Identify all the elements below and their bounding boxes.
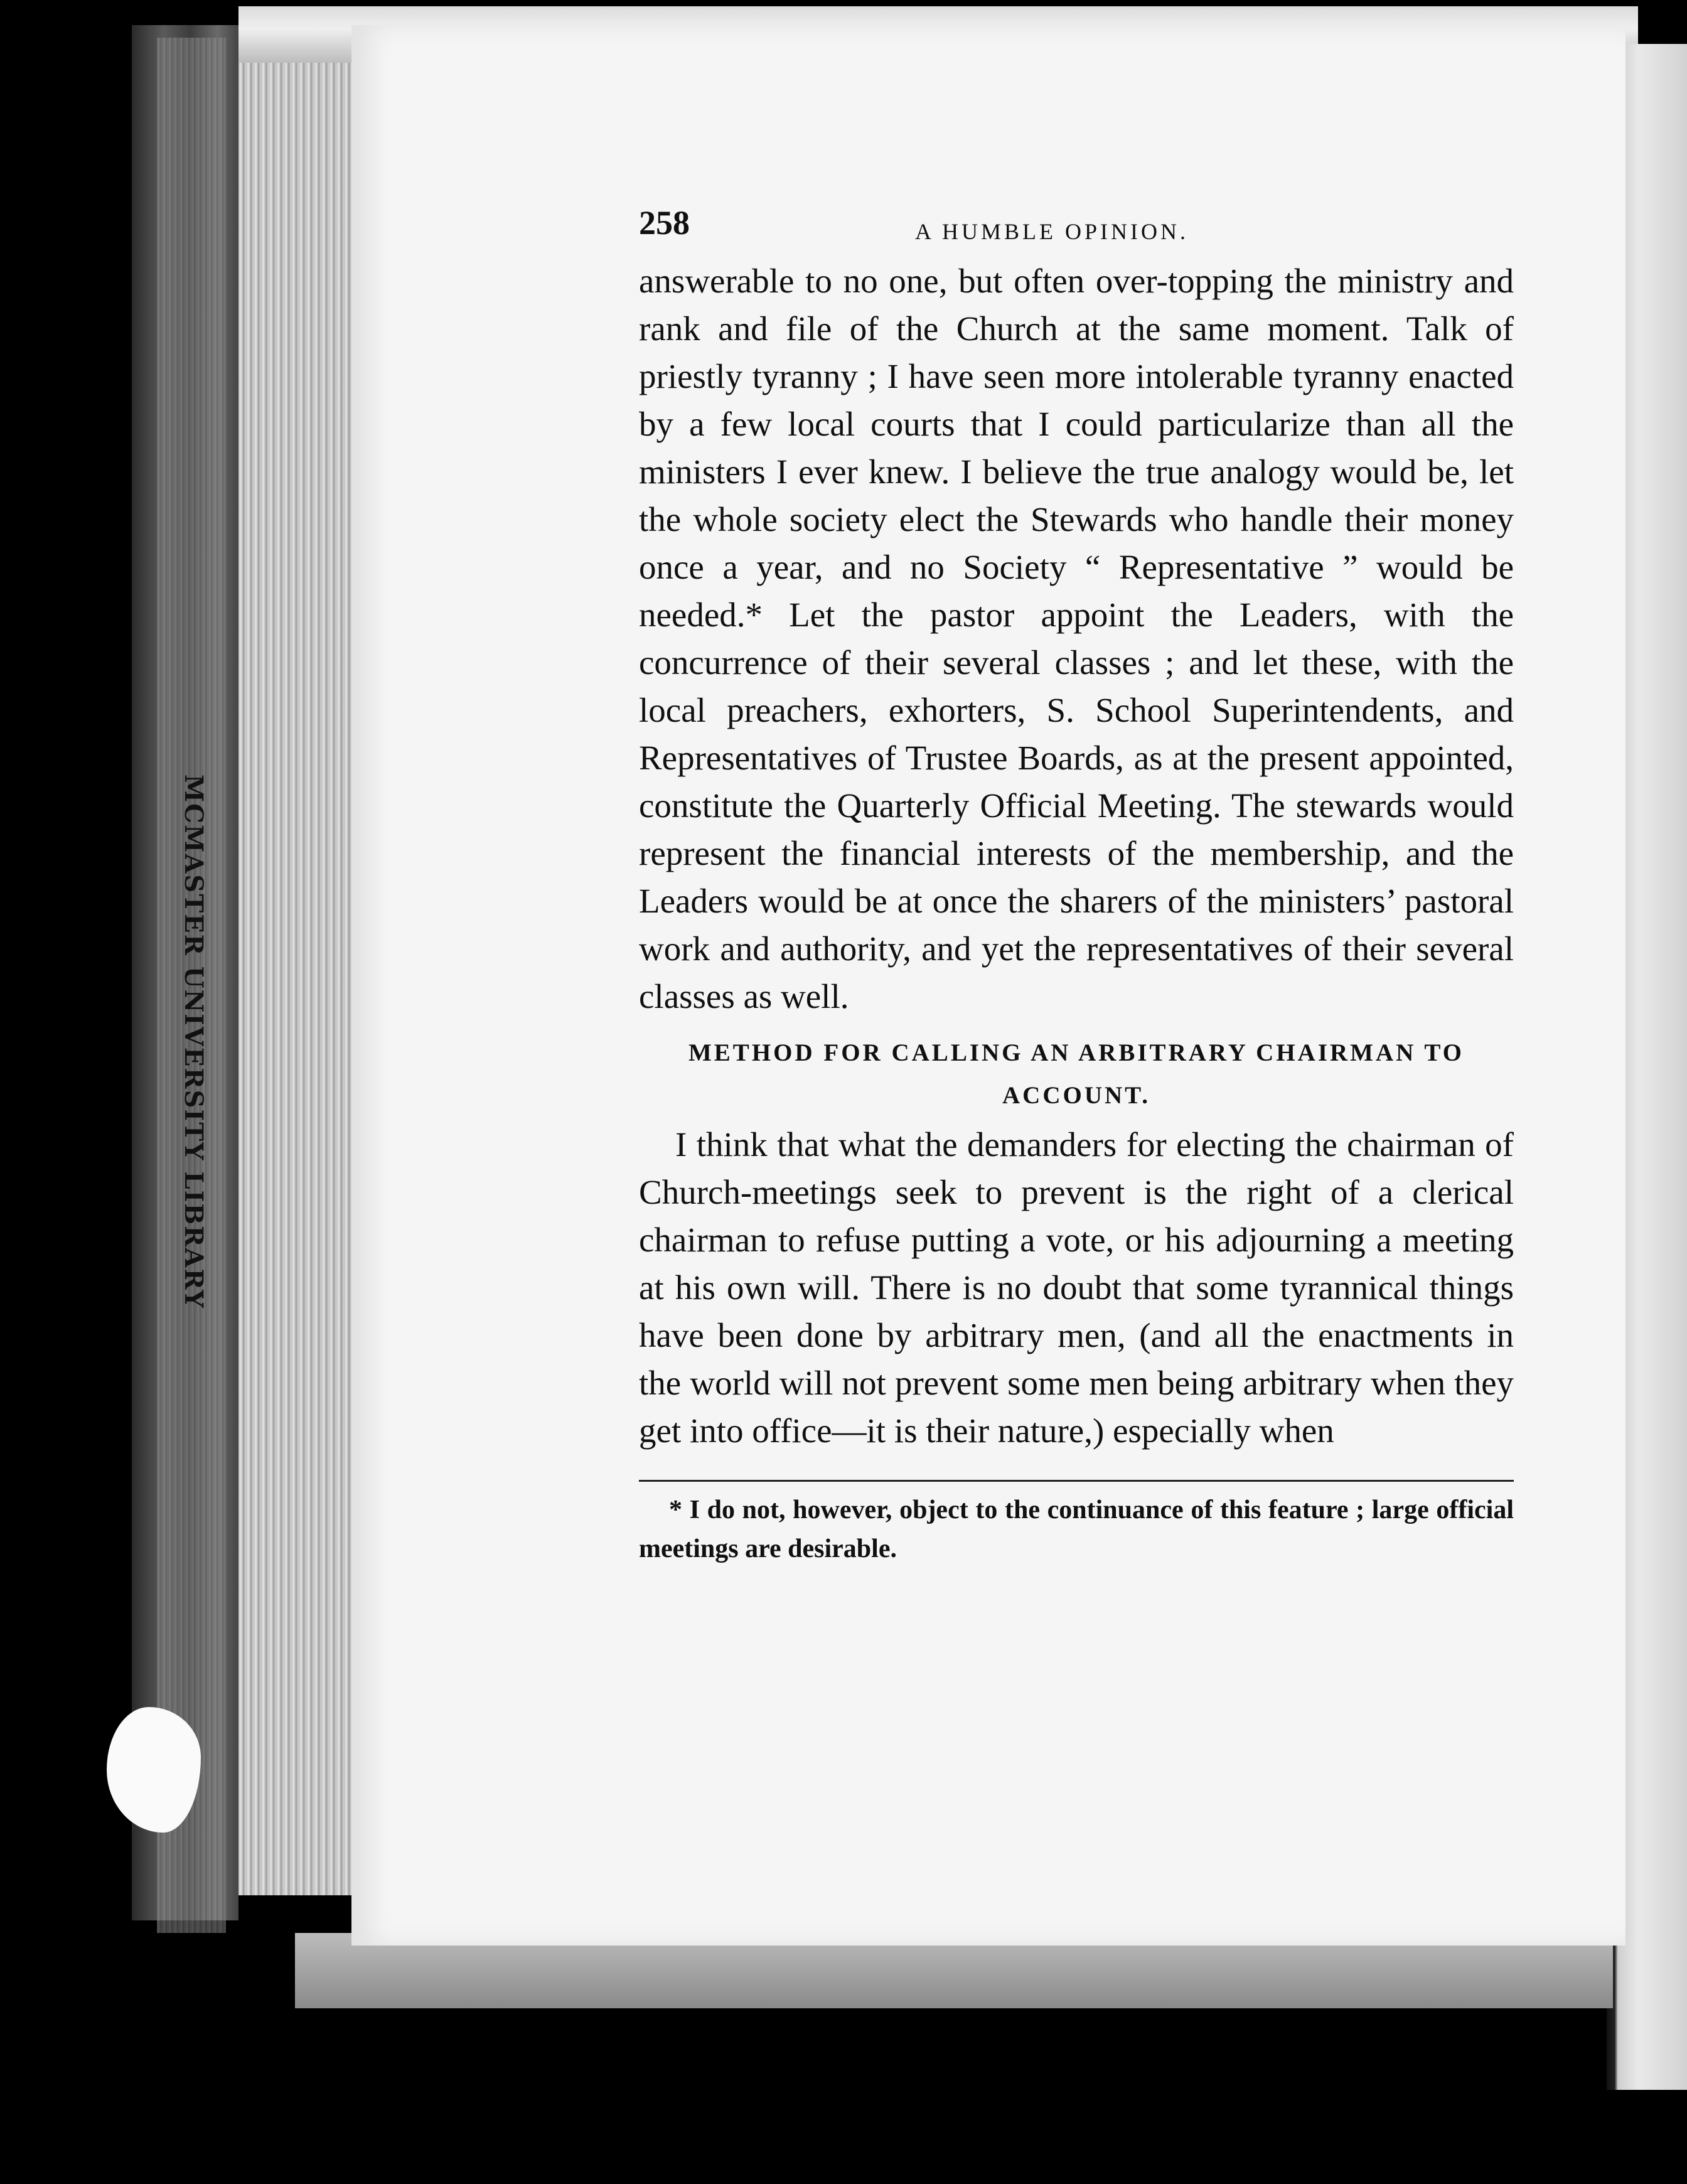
section-body [639,1121,1514,1455]
body-text [639,257,1514,1020]
page-edges-left [238,13,358,1895]
section-paragraph: I think that what the demanders for electing the chairman of Church-meetings seek to prevent is the right of a clerical chairman to refuse putting a vote, or his adjourning a meeting at his own will. There is no doubt that some tyrannical things have been done by arbitrary men, (and all the enactments in the world will not prevent some men being arbitrary when they get into office—it is their nature,) especially when [639,1125,1514,1450]
section-heading: METHOD FOR CALLING AN ARBITRARY CHAIRMAN TO ACCOUNT. [688,1039,1464,1109]
footnote [639,1491,1514,1568]
page-number: 258 [639,204,690,242]
spine-library-stamp: MCMASTER UNIVERSITY LIBRARY [179,774,208,1309]
footnote-text: * I do not, however, object to the continuance of this feature ; large official meetings are desirable. [639,1496,1514,1563]
torn-corner [107,1707,201,1833]
footnote-rule [639,1480,1514,1482]
paragraph: answerable to no one, but often over-topping the ministry and rank and file of the Church at the same moment. Talk of priestly tyranny ; I have seen more intolerable tyranny enacted by a few local courts that I could particularize than all the ministers I ever knew. I believe the true analogy would be, let the whole society elect the Stewards who handle their money once a year, and no Society “ Representative ” would be needed.* Let the pastor appoint the Leaders, with the concurrence of their several classes ; and let these, with the local preachers, exhorters, S. School Superintendents, and Representatives of Trustee Boards, as at the present appointed, constitute the Quarterly Official Meeting. The stewards would represent the financial interests of the membership, and the Leaders would be at once the sharers of the ministers’ pastoral work and authority, and yet the representatives of their several classes as well. [639,262,1514,1015]
page-text-block [639,200,1514,1568]
running-title: A HUMBLE OPINION. [915,219,1189,244]
running-head [639,200,1514,257]
